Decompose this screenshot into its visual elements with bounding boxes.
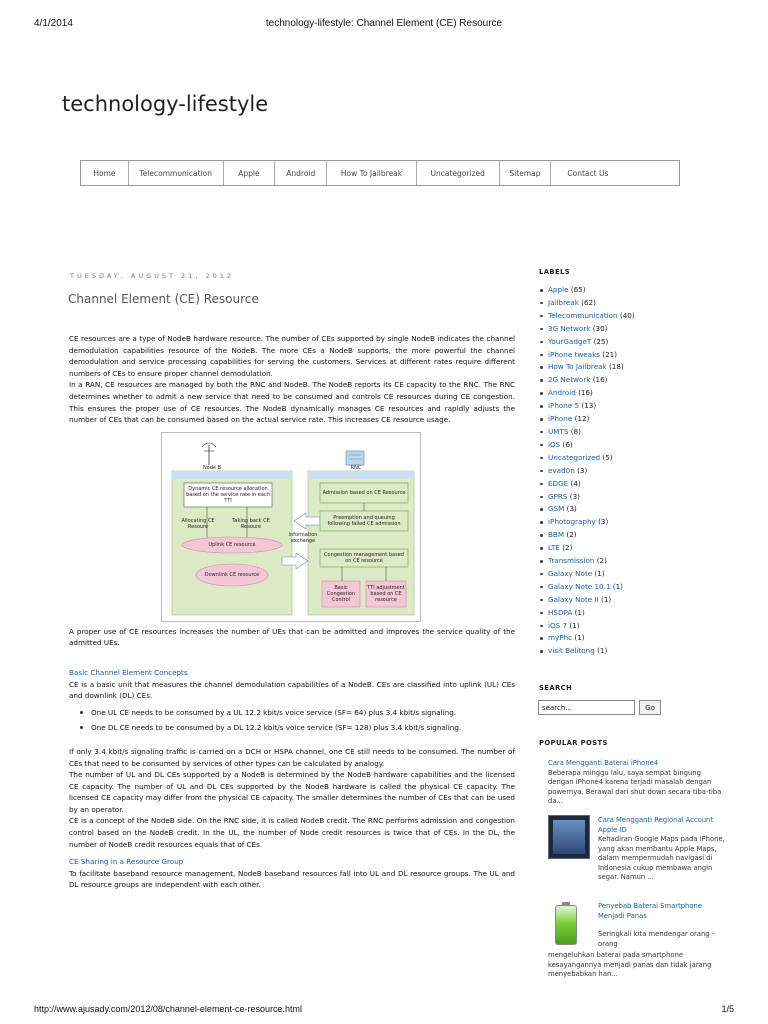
search-go-button[interactable]: Go (639, 700, 661, 715)
label-item (539, 336, 739, 349)
label-item (539, 581, 739, 594)
print-date: 4/1/2014 (34, 18, 73, 29)
label-link[interactable]: UMTS (548, 426, 569, 436)
popular-post-excerpt: mengeluhkan baterai pada smartphone kesayangannya menjadi panas dan tidak jarang menyebabkan han... (548, 951, 712, 978)
label-count: (3) (569, 491, 580, 501)
label-link[interactable]: Jailbreak (548, 297, 579, 307)
label-item (539, 284, 739, 297)
post-date: TUESDAY, AUGUST 21, 2012 (70, 272, 235, 280)
label-link[interactable]: YourGadgeT (548, 336, 592, 346)
popular-posts-heading: POPULAR POSTS (539, 739, 608, 747)
label-item (539, 645, 739, 658)
label-link[interactable]: Android (548, 388, 576, 398)
search-form (538, 700, 661, 715)
nav-android[interactable]: Android (275, 161, 327, 185)
label-item (539, 491, 739, 504)
print-title: technology-lifestyle: Channel Element (CE) Resource (265, 18, 503, 29)
diagram-tti-adjustment: TTI adjustment based on CE resource (367, 584, 405, 603)
diagram-downlink: Downlink CE resource (204, 571, 260, 578)
label-count: (1) (574, 633, 585, 643)
label-link[interactable]: Galaxy Note II (548, 594, 599, 604)
ce-bullet-list (69, 707, 515, 734)
label-item (539, 426, 739, 439)
label-count: (25) (593, 336, 609, 346)
popular-post (598, 902, 730, 921)
label-count: (1) (612, 581, 623, 591)
label-item (539, 620, 739, 633)
label-item (539, 503, 739, 516)
post-paragraph: CE is a basic unit that measures the channel demodulation capabilities of a NodeB. CEs are classified into uplink (UL) CEs and downlink (DL) CEs. (69, 679, 515, 701)
nav-home[interactable]: Home (81, 161, 129, 185)
label-link[interactable]: Telecommunication (548, 310, 618, 320)
label-count: (1) (569, 620, 580, 630)
label-item (539, 452, 739, 465)
label-link[interactable]: EDGE (548, 478, 569, 488)
label-link[interactable]: visit Belitong (548, 646, 595, 656)
section-heading: CE Sharing in a Resource Group (69, 857, 184, 867)
label-item (539, 594, 739, 607)
label-count: (1) (574, 607, 585, 617)
post-paragraph: CE resources are a type of NodeB hardware resource. The number of CEs supported by single NodeB indicates the channel demodulation capabilities resource of the NodeB. The more CEs a NodeB supports, the more powerful the channel demodulation and service processing capabilities for serving the customers. Services at different rates require different numbers of CEs to ensure proper channel demodulation. (69, 334, 515, 378)
label-link[interactable]: GSM (548, 504, 565, 514)
label-count: (4) (570, 478, 581, 488)
battery-icon[interactable] (555, 902, 577, 946)
post-paragraph: To facilitate baseband resource management, NodeB baseband resources fall into UL and DL resource groups. The UL and DL resource groups are independent with each other. (69, 868, 515, 890)
phone-screenshot-thumbnail[interactable] (548, 815, 590, 859)
popular-post-title[interactable]: Cara Mengganti Baterai iPhone4 (548, 759, 659, 767)
nav-apple[interactable]: Apple (224, 161, 276, 185)
popular-post (598, 816, 730, 883)
label-count: (1) (594, 568, 605, 578)
label-link[interactable]: iPhone (548, 414, 573, 424)
label-link[interactable]: myPhc (548, 633, 573, 643)
popular-post-excerpt: Beberapa minggu lalu, saya sempat bingung dengan iPhone4 karena terjadi masalah dengan powernya. Berawal dari shut down secara tiba-tiba da... (548, 768, 722, 805)
label-item (539, 529, 739, 542)
label-item (539, 632, 739, 645)
label-item (539, 516, 739, 529)
label-item (539, 361, 739, 374)
list-item: One DL CE needs to be consumed by a DL 12.2 kbit/s voice service (SF= 128) plus 3.4 kbit/s signaling. (69, 722, 515, 734)
sidebar-labels (539, 268, 739, 658)
popular-post-title[interactable]: Cara Mengganti Regional Account Apple ID (598, 816, 714, 834)
nav-sitemap[interactable]: Sitemap (500, 161, 552, 185)
label-item (539, 374, 739, 387)
label-item (539, 542, 739, 555)
label-link[interactable]: 3G Network (548, 323, 591, 333)
diagram-taking-back: Taking back CE Resoure (232, 517, 270, 530)
label-count: (13) (581, 401, 597, 411)
label-link[interactable]: Transmission (548, 556, 595, 566)
search-heading: SEARCH (539, 684, 573, 692)
label-count: (18) (608, 362, 624, 372)
diagram-allocating: Allocating CE Resoure (181, 517, 215, 530)
nav-telecommunication[interactable]: Telecommunication (129, 161, 224, 185)
search-input[interactable] (538, 700, 635, 715)
label-item (539, 465, 739, 478)
print-page-number: 1/5 (721, 1004, 734, 1014)
diagram-congestion-management: Congestion management based on CE resource (324, 551, 404, 564)
label-link[interactable]: Galaxy Note 10.1 (548, 581, 611, 591)
label-link[interactable]: iPhone tweaks (548, 349, 600, 359)
label-link[interactable]: iOS 7 (548, 620, 568, 630)
popular-post-excerpt-rest (548, 951, 728, 989)
label-item (539, 568, 739, 581)
label-item (539, 439, 739, 452)
label-link[interactable]: Apple (548, 285, 569, 294)
labels-list (539, 284, 739, 658)
label-count: (21) (602, 349, 618, 359)
diagram-admission: Admission based on CE Resource (322, 489, 406, 496)
labels-heading: LABELS (539, 268, 571, 276)
label-item (539, 323, 739, 336)
post-body (69, 333, 515, 891)
post-paragraph: The number of UL and DL CEs supported by a NodeB is determined by the NodeB hardware capabilities and the licensed CE capacity. The number of UL and DL CEs supported by the NodeB hardware is called the physical CE capacity. The licensed CE capacity may differ from the physical CE capacity. The smaller determines the number of CEs that can be used by an operator. (69, 770, 515, 814)
label-count: (2) (562, 543, 573, 553)
label-count: (30) (592, 323, 608, 333)
popular-post (548, 759, 728, 807)
popular-post-excerpt: Seringkali kita mendengar orang - orang (598, 930, 715, 948)
diagram-preemption: Preemption and queuing following failed CE admission (327, 514, 401, 527)
label-count: (2) (596, 556, 607, 566)
post-title[interactable]: Channel Element (CE) Resource (68, 292, 259, 306)
label-count: (2) (566, 530, 577, 540)
label-link[interactable]: iPhotography (548, 517, 596, 527)
label-link[interactable]: HSDPA (548, 607, 573, 617)
label-link[interactable]: Galaxy Note (548, 568, 593, 578)
blog-title[interactable]: technology-lifestyle (62, 92, 269, 116)
label-item (539, 413, 739, 426)
label-count: (5) (602, 452, 613, 462)
ce-resource-diagram (161, 432, 421, 622)
label-link[interactable]: GPRS (548, 491, 568, 501)
label-item (539, 387, 739, 400)
diagram-node-b-label: Node B (202, 464, 222, 471)
diagram-info-exchange: information exchange (288, 531, 318, 544)
label-count: (8) (570, 426, 581, 436)
nav-uncategorized[interactable]: Uncategorized (417, 161, 500, 185)
label-count: (40) (619, 310, 635, 320)
label-item (539, 349, 739, 362)
label-item (539, 478, 739, 491)
diagram-basic-congestion: Basic Congestion Control (326, 584, 356, 603)
label-count: (6) (562, 439, 573, 449)
post-paragraph: In a RAN, CE resources are managed by both the RNC and NodeB. The NodeB reports its CE capacity to the RNC. The RNC determines whether to admit a new service that need to be consumed and controls CE resources during CE congestion. This ensures the proper use of CE resources. The NodeB dynamically manages CE resources and rapidly adjusts the number of CEs that can be consumed based on the actual service rate. This increases CE resource usage. (69, 380, 515, 425)
label-link[interactable]: How To Jailbreak (548, 362, 607, 372)
nav-how-to-jailbreak[interactable]: How To Jailbreak (327, 161, 417, 185)
label-item (539, 297, 739, 310)
diagram-uplink: Uplink CE resource (208, 541, 256, 548)
label-item (539, 555, 739, 568)
label-link[interactable]: LTE (548, 543, 560, 553)
label-count: (1) (597, 646, 608, 656)
diagram-dynamic-allocation: Dynamic CE resource allocation based on the service rate in each TTI (186, 485, 270, 504)
label-link[interactable]: iPhone 5 (548, 401, 580, 411)
label-count: (12) (574, 414, 590, 424)
label-count: (3) (577, 465, 588, 475)
post-paragraph: A proper use of CE resources increases the number of UEs that can be admitted and improves the service quality of the admitted UEs. (69, 626, 515, 648)
list-item: One UL CE needs to be consumed by a UL 12.2 kbit/s voice service (SF= 64) plus 3.4 kbit/s signaling. (69, 707, 515, 719)
popular-post-title[interactable]: Penyebab Baterai Smartphone Menjadi Panas (598, 902, 703, 920)
label-item (539, 607, 739, 620)
print-url[interactable]: http://www.ajusady.com/2012/08/channel-element-ce-resource.html (34, 1004, 302, 1014)
label-link[interactable]: Uncategorized (548, 452, 601, 462)
label-item (539, 400, 739, 413)
label-link[interactable]: iOS (548, 439, 561, 449)
label-count: (1) (601, 594, 612, 604)
label-count: (65) (570, 285, 586, 294)
popular-post-excerpt-start (598, 930, 730, 952)
popular-post-excerpt: Kehadiran Google Maps pada iPhone, yang akan membantu Apple Maps, dalam mempermudah navigasi di Indonesia cukup membawa angin segar. Namun ... (598, 835, 725, 881)
label-item (539, 310, 739, 323)
section-heading: Basic Channel Element Concepts (69, 667, 188, 677)
label-count: (16) (578, 388, 593, 398)
label-count: (16) (592, 375, 608, 385)
label-count: (3) (598, 517, 609, 527)
post-paragraph: If only 3.4 kbit/s signaling traffic is carried on a DCH or HSPA channel, one CE still needs to be consumed. The number of CEs that need to be consumed by services of other types can be calculated by analogy. (69, 746, 515, 768)
main-nav (80, 160, 680, 186)
post-paragraph: CE is a concept of the NodeB side. On the RNC side, it is called NodeB credit. The RNC performs admission and congestion control based on the NodeB credit. In the UL, the number of Node credit resources is twice that of CEs. In the DL, the number of NodeB credit resources equals that of CEs. (69, 816, 515, 849)
label-link[interactable]: evad0n (548, 465, 575, 475)
label-count: (62) (581, 297, 596, 307)
label-count: (3) (566, 504, 577, 514)
diagram-rnc-label: RNC (350, 464, 362, 471)
label-link[interactable]: 2G Network (548, 375, 591, 385)
label-link[interactable]: BBM (548, 530, 565, 540)
nav-contact-us[interactable]: Contact Us (567, 168, 609, 178)
